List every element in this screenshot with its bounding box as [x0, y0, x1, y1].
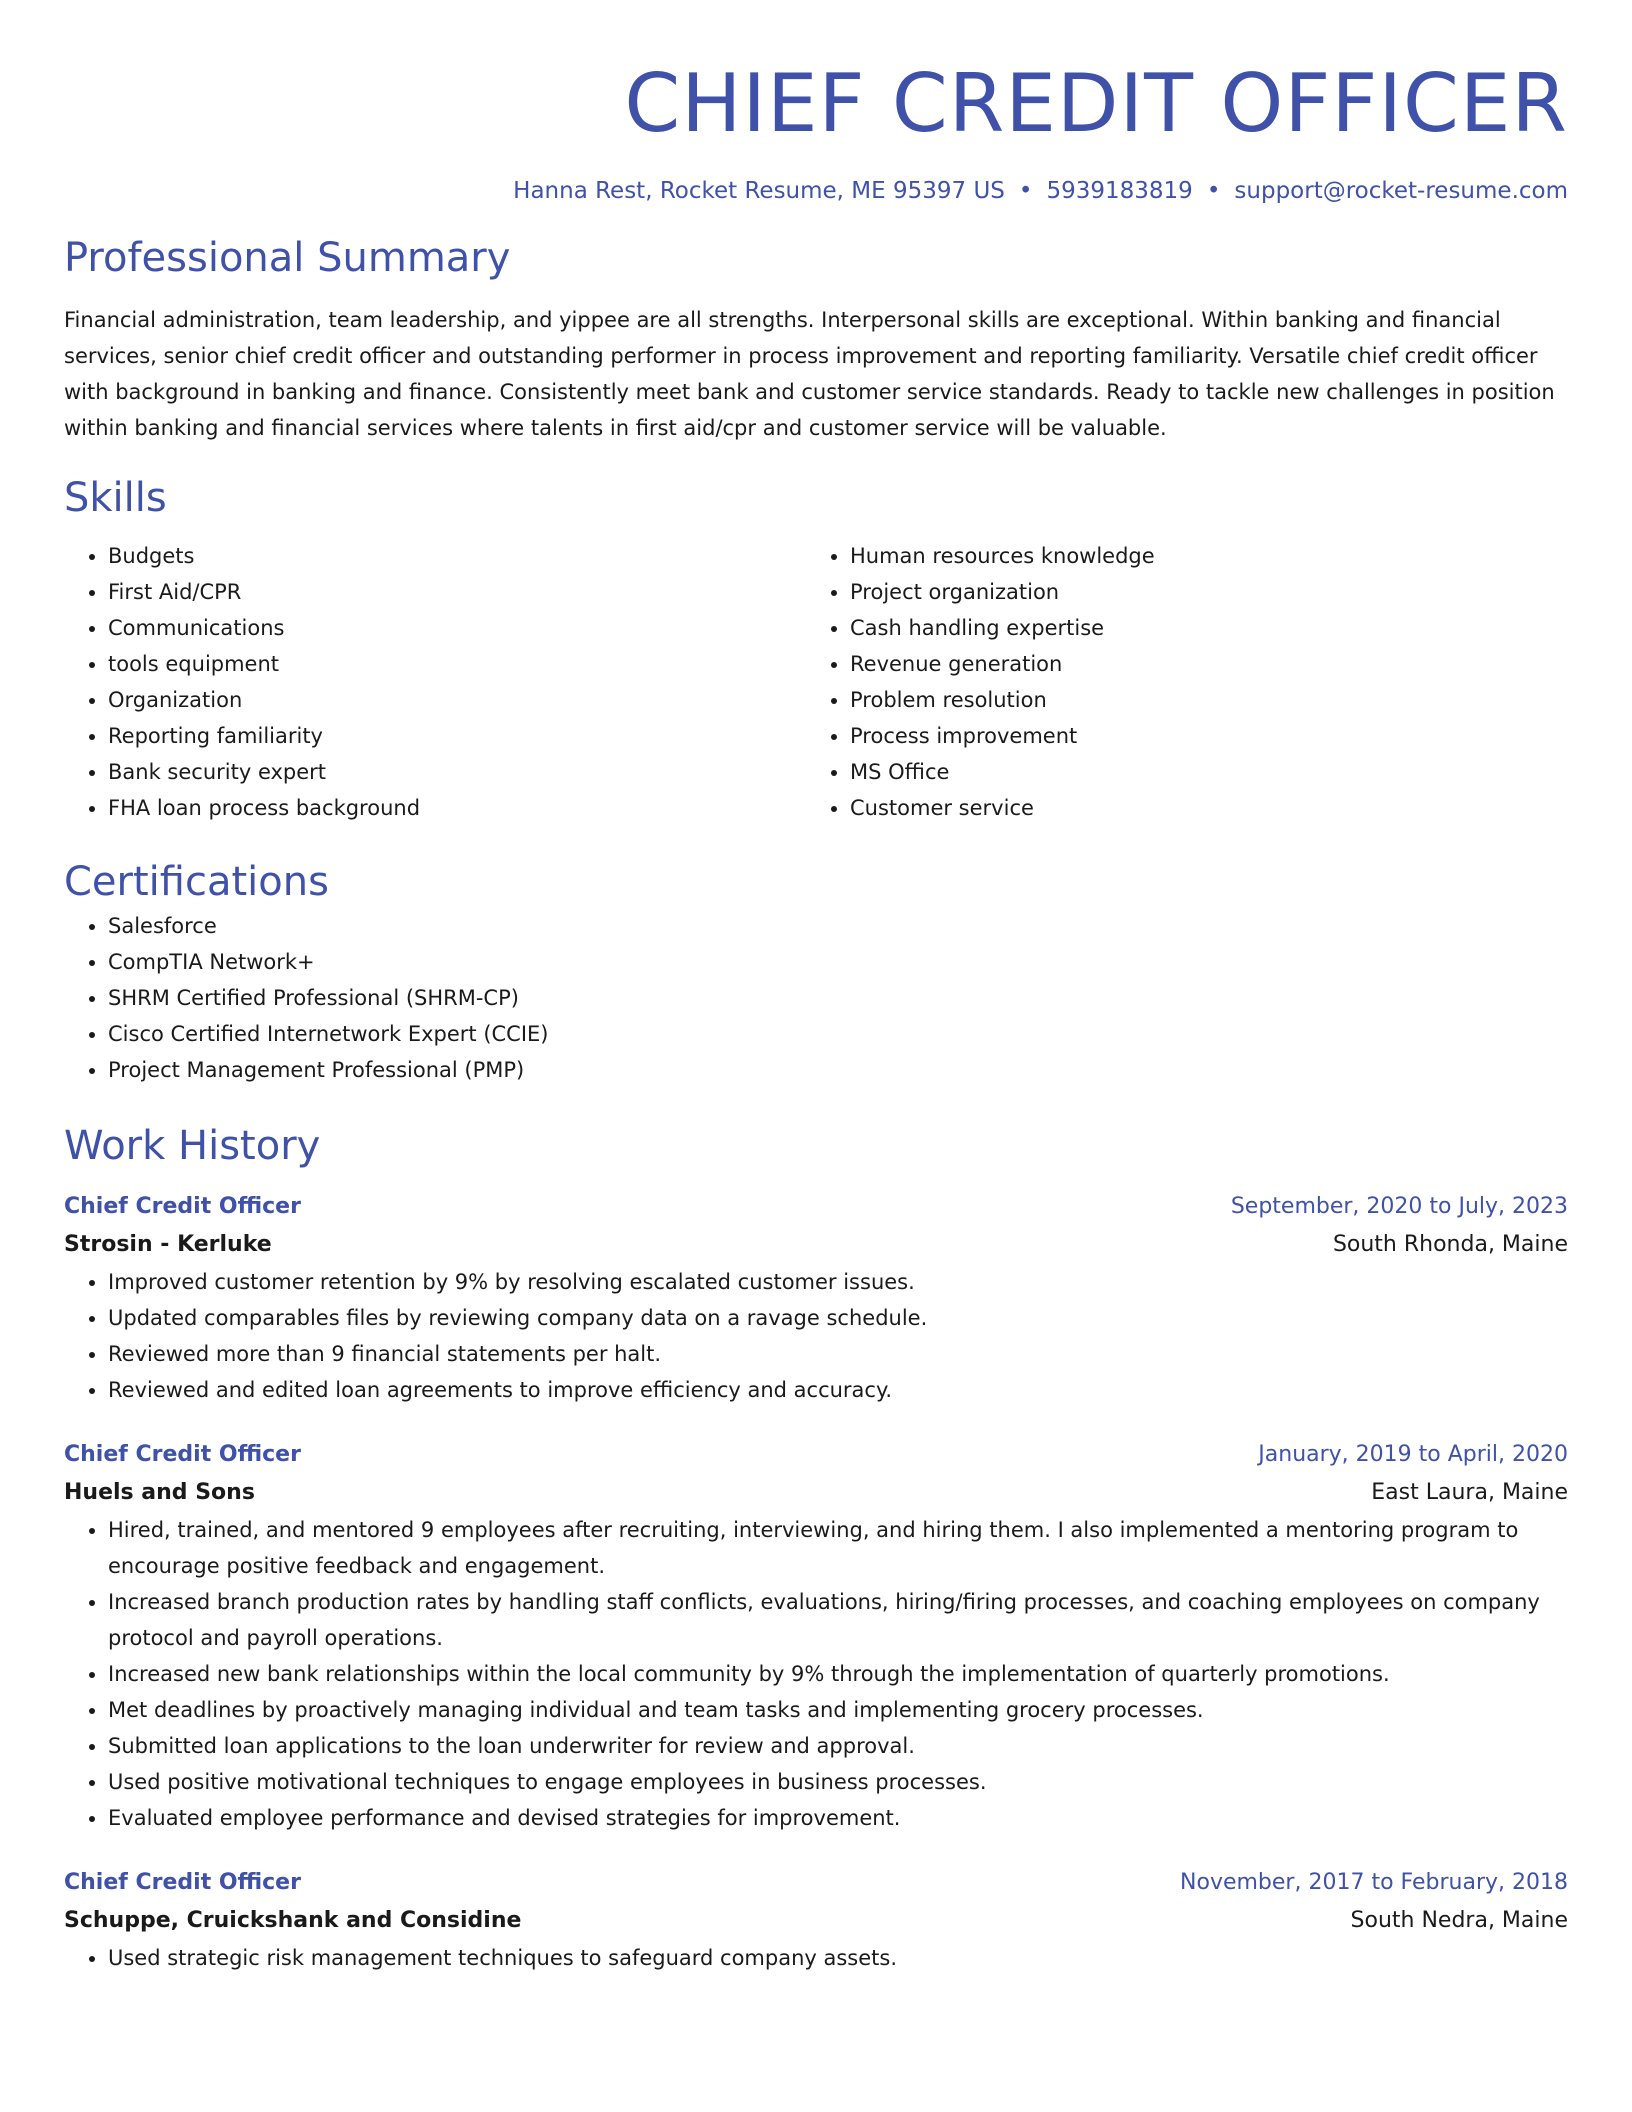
skills-grid [64, 538, 1568, 826]
contact-separator: • [1206, 178, 1221, 204]
resume-page [64, 56, 1568, 1976]
job-location: South Nedra, Maine [1350, 1908, 1568, 1933]
certification-item: • Cisco Certified Internetwork Expert (CCIE) [108, 1016, 1568, 1052]
job-bullet: • Reviewed more than 9 financial statements per halt. [108, 1336, 1568, 1372]
job-dates: September, 2020 to July, 2023 [1230, 1194, 1568, 1219]
job-location: East Laura, Maine [1371, 1480, 1568, 1505]
skills-heading: Skills [64, 475, 167, 521]
job-bullet: • Reviewed and edited loan agreements to improve efficiency and accuracy. [108, 1372, 1568, 1408]
contact-line [64, 176, 1568, 206]
job-location: South Rhonda, Maine [1332, 1232, 1568, 1257]
job-dates: November, 2017 to February, 2018 [1180, 1870, 1568, 1895]
contact-separator: • [1018, 178, 1033, 204]
job-title: Chief Credit Officer [64, 1442, 301, 1467]
skill-item: • Human resources knowledge [850, 538, 1548, 574]
skill-item: • Problem resolution [850, 682, 1548, 718]
skill-item: • Communications [108, 610, 806, 646]
certification-item: • SHRM Certified Professional (SHRM-CP) [108, 980, 1568, 1016]
skill-item: • Bank security expert [108, 754, 806, 790]
job-bullet: • Submitted loan applications to the loan underwriter for review and approval. [108, 1728, 1568, 1764]
skill-item: • Customer service [850, 790, 1548, 826]
certification-item: • CompTIA Network+ [108, 944, 1568, 980]
certifications-heading: Certifications [64, 859, 329, 905]
skill-item: • Reporting familiarity [108, 718, 806, 754]
summary-text: Financial administration, team leadership, and yippee are all strengths. Interpersonal skills are exceptional. Within banking and financial services, senior chief credit officer and outstanding performer in process improvement and reporting familiarity. Versatile chief credit officer with background in banking and finance. Consistently meet bank and customer service standards. Ready to tackle new challenges in position within banking and financial services where talents in first aid/cpr and customer service will be valuable. [64, 308, 1555, 440]
job-bullet: • Met deadlines by proactively managing individual and team tasks and implementing grocery processes. [108, 1692, 1568, 1728]
skill-item: • Project organization [850, 574, 1548, 610]
job-bullet: • Increased branch production rates by handling staff conflicts, evaluations, hiring/firing processes, and coaching employees on company protocol and payroll operations. [108, 1584, 1568, 1656]
job-bullet: • Used positive motivational techniques to engage employees in business processes. [108, 1764, 1568, 1800]
job-bullet: • Improved customer retention by 9% by resolving escalated customer issues. [108, 1264, 1568, 1300]
certification-item: • Project Management Professional (PMP) [108, 1052, 1568, 1088]
job-bullet: • Used strategic risk management techniques to safeguard company assets. [108, 1940, 1568, 1976]
job-bullet: • Increased new bank relationships within the local community by 9% through the implementation of quarterly promotions. [108, 1656, 1568, 1692]
job-bullet: • Evaluated employee performance and devised strategies for improvement. [108, 1800, 1568, 1836]
skill-item: • MS Office [850, 754, 1548, 790]
job-company: Huels and Sons [64, 1480, 255, 1505]
job-company: Strosin - Kerluke [64, 1232, 272, 1257]
job-entry [64, 1436, 1568, 1836]
contact-address: Hanna Rest, Rocket Resume, ME 95397 US [513, 178, 1005, 204]
summary-heading: Professional Summary [64, 235, 511, 281]
certification-item: • Salesforce [108, 908, 1568, 944]
job-title: Chief Credit Officer [64, 1194, 301, 1219]
skill-item: • Process improvement [850, 718, 1548, 754]
skill-item: • First Aid/CPR [108, 574, 806, 610]
contact-email: support@rocket-resume.com [1234, 178, 1568, 204]
skills-column-left [64, 538, 806, 826]
skill-item: • Budgets [108, 538, 806, 574]
skill-item: • FHA loan process background [108, 790, 806, 826]
contact-phone: 5939183819 [1046, 178, 1193, 204]
resume-title: CHIEF CREDIT OFFICER [624, 57, 1568, 150]
work-history-heading: Work History [64, 1123, 321, 1169]
job-title: Chief Credit Officer [64, 1870, 301, 1895]
skill-item: • Revenue generation [850, 646, 1548, 682]
skill-item: • Organization [108, 682, 806, 718]
certifications-list [64, 908, 1568, 1088]
job-bullet: • Hired, trained, and mentored 9 employees after recruiting, interviewing, and hiring them. I also implemented a mentoring program to encourage positive feedback and engagement. [108, 1512, 1568, 1584]
skill-item: • tools equipment [108, 646, 806, 682]
skill-item: • Cash handling expertise [850, 610, 1548, 646]
skills-column-right [806, 538, 1548, 826]
job-entry [64, 1188, 1568, 1408]
job-dates: January, 2019 to April, 2020 [1258, 1442, 1568, 1467]
job-entry [64, 1864, 1568, 1976]
job-company: Schuppe, Cruickshank and Considine [64, 1908, 522, 1933]
job-bullet: • Updated comparables files by reviewing company data on a ravage schedule. [108, 1300, 1568, 1336]
